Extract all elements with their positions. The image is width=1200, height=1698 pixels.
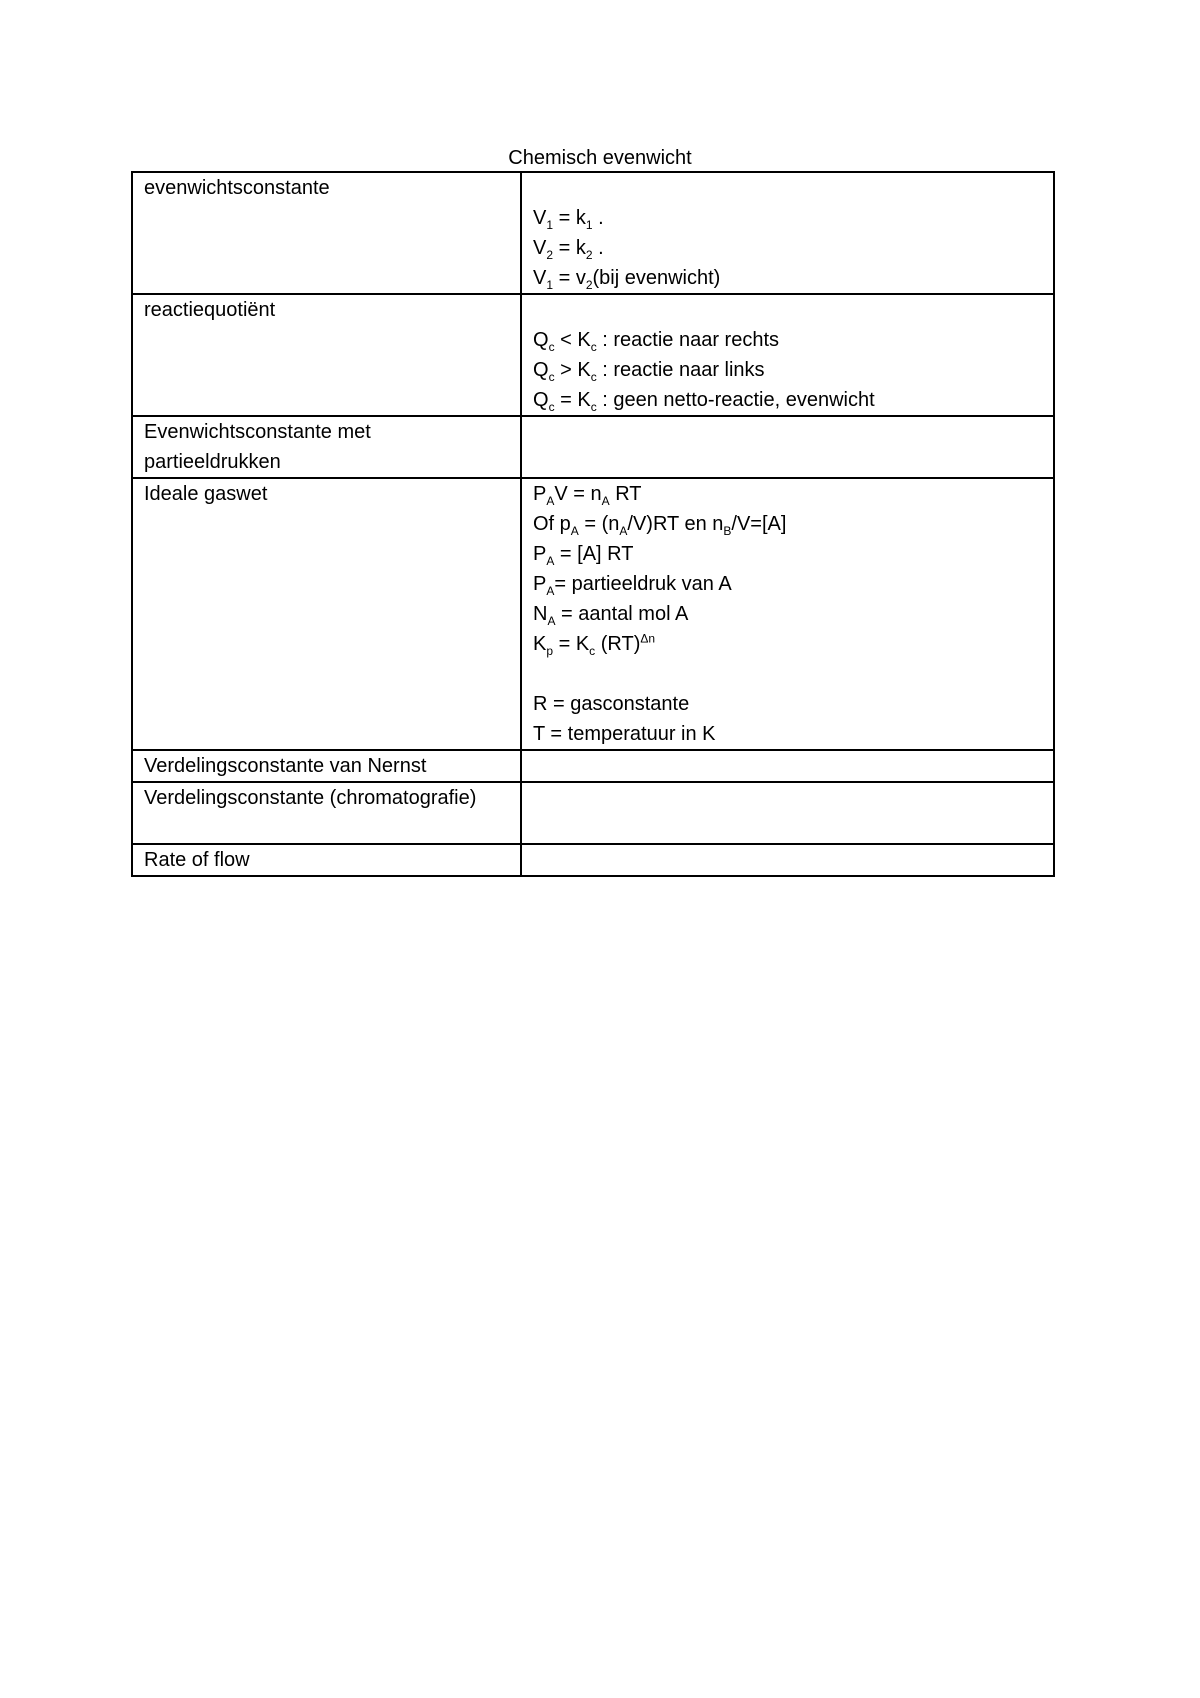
table-row-nernst	[132, 750, 1054, 782]
description-cell	[521, 750, 1054, 782]
description-cell	[521, 416, 1054, 478]
term-cell: evenwichtsconstante	[132, 172, 521, 294]
description-cell	[521, 294, 1054, 416]
formula-line: $P_A = [A]$ RT	[533, 543, 634, 568]
term-cell: Rate of flow	[132, 844, 521, 876]
table-row-rate-of-flow	[132, 844, 1054, 876]
table-row-chromatografie	[132, 782, 1054, 844]
formula-line: $V_1 = k_1$ .	[533, 207, 604, 232]
blank-line	[533, 295, 1043, 325]
formula-line: $Q_c > K_c$ : reactie naar links	[533, 359, 765, 384]
formula-line: $V_1 = v_2(bij$ evenwicht)	[533, 267, 721, 292]
formula-line: $V_2 = k_2$ .	[533, 237, 604, 262]
term-cell: Evenwichtsconstante met partieeldrukken	[132, 416, 521, 478]
blank-line	[533, 173, 1043, 203]
term-cell: reactiequotiënt	[132, 294, 521, 416]
formula-line: Of $p_A = (n_A/V)RT$ en $n_B/V=[A]$	[533, 513, 787, 538]
blank-line	[533, 659, 1043, 689]
formula-line: $Q_c = K_c$ : geen netto-reactie, evenwicht	[533, 389, 875, 414]
description-cell	[521, 478, 1054, 750]
equilibrium-table	[131, 171, 1055, 877]
table-row-ideale-gaswet	[132, 478, 1054, 750]
formula-line: T = temperatuur in K	[533, 723, 716, 745]
formula-line: $P_AV = n_A$ RT	[533, 483, 642, 508]
description-cell	[521, 172, 1054, 294]
description-cell	[521, 782, 1054, 844]
table-row-evenwichtsconstante	[132, 172, 1054, 294]
term-cell: Verdelingsconstante (chromatografie)	[132, 782, 521, 844]
description-cell	[521, 844, 1054, 876]
formula-line: $N_A$ = aantal mol A	[533, 603, 689, 628]
term-cell: Verdelingsconstante van Nernst	[132, 750, 521, 782]
table-row-partieeldrukken	[132, 416, 1054, 478]
formula-line: R = gasconstante	[533, 693, 690, 715]
document-title: Chemisch evenwicht	[508, 147, 692, 169]
term-cell: Ideale gaswet	[132, 478, 521, 750]
formula-line: $K_p = K_c$ (RT)$^{\Delta n}$	[533, 631, 656, 658]
table-row-reactiequotient	[132, 294, 1054, 416]
formula-line: $Q_c < K_c$ : reactie naar rechts	[533, 329, 780, 354]
formula-line: $P_A=$ partieeldruk van A	[533, 573, 732, 598]
